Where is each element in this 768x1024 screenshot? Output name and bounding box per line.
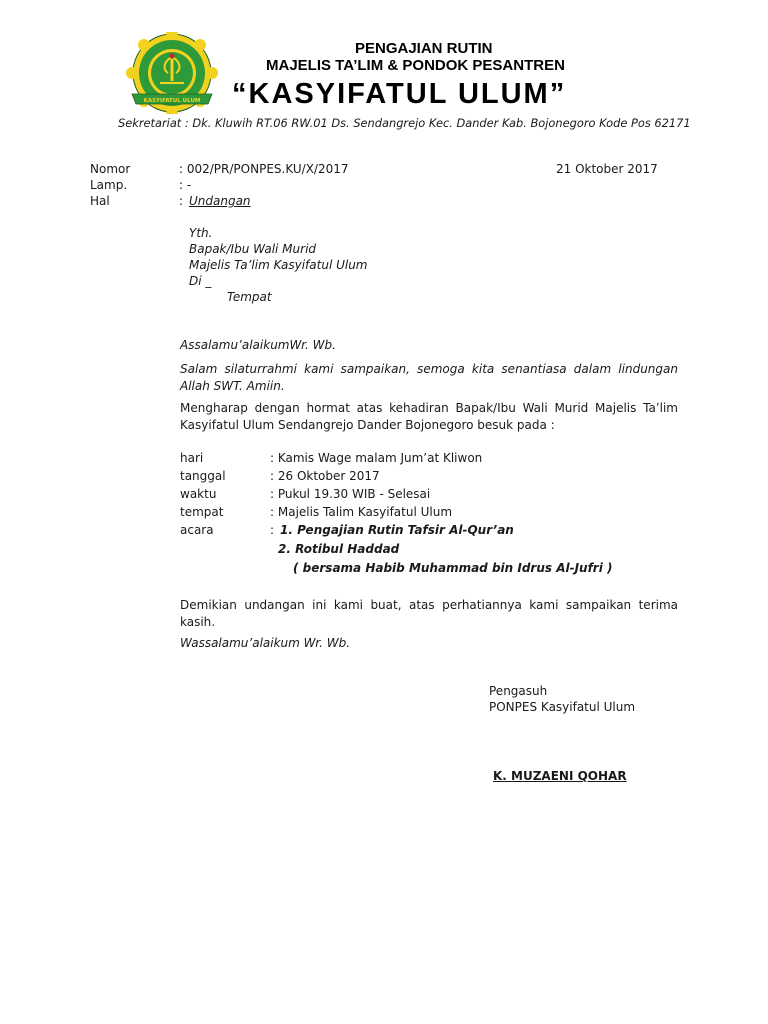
signature-role: Pengasuh: [489, 684, 548, 698]
logo-banner-text: KASYIFATUL ULUM: [143, 98, 201, 104]
recipient-yth: Yth.: [189, 226, 213, 240]
nomor-label: Nomor: [90, 162, 131, 176]
closing-paragraph: Demikian undangan ini kami buat, atas perhatiannya kami sampaikan terima kasih.: [180, 598, 678, 629]
tempat-label: tempat: [180, 505, 224, 519]
recipient-tempat: Tempat: [227, 290, 272, 304]
waktu-label: waktu: [180, 487, 217, 501]
hal-colon: :: [179, 194, 184, 208]
header-line2: MAJELIS TA’LIM & PONDOK PESANTREN: [266, 57, 565, 74]
signature-name: K. MUZAENI QOHAR: [493, 769, 627, 783]
acara-item-2: 2. Rotibul Haddad: [278, 542, 400, 556]
recipient-line2: Majelis Ta’lim Kasyifatul Ulum: [189, 258, 368, 272]
intro-paragraph: Mengharap dengan hormat atas kehadiran Bapak/Ibu Wali Murid Majelis Ta’lim Kasyifatul Ulum Sendangrejo Dander Bojonegoro besuk pada :: [180, 401, 678, 432]
acara-note: ( bersama Habib Muhammad bin Idrus Al-Jufri ): [293, 561, 613, 575]
header-title: “KASYIFATUL ULUM”: [232, 78, 567, 110]
header-line1: PENGAJIAN RUTIN: [355, 40, 493, 57]
nomor-value: : 002/PR/PONPES.KU/X/2017: [179, 162, 349, 176]
acara-colon: :: [270, 523, 275, 537]
waktu-value: : Pukul 19.30 WIB - Selesai: [270, 487, 431, 501]
recipient-line1: Bapak/Ibu Wali Murid: [189, 242, 317, 256]
salam-paragraph: Salam silaturrahmi kami sampaikan, semoga kita senantiasa dalam lindungan Allah SWT. Amiin.: [180, 362, 678, 393]
hari-label: hari: [180, 451, 204, 465]
acara-label: acara: [180, 523, 214, 537]
tanggal-value: : 26 Oktober 2017: [270, 469, 380, 483]
letter-date: 21 Oktober 2017: [556, 162, 658, 176]
lamp-label: Lamp.: [90, 178, 128, 192]
greeting: Assalamu’alaikumWr. Wb.: [180, 338, 336, 352]
signature-org: PONPES Kasyifatul Ulum: [489, 700, 636, 714]
acara-item-1: 1. Pengajian Rutin Tafsir Al-Qur’an: [280, 523, 514, 537]
hal-value: Undangan: [189, 194, 251, 208]
pesantren-logo: [120, 32, 230, 114]
tanggal-label: tanggal: [180, 469, 226, 483]
recipient-di: Di _: [189, 274, 212, 288]
tempat-value: : Majelis Talim Kasyifatul Ulum: [270, 505, 453, 519]
hari-value: : Kamis Wage malam Jum’at Kliwon: [270, 451, 483, 465]
lamp-value: : -: [179, 178, 192, 192]
farewell: Wassalamu’alaikum Wr. Wb.: [180, 636, 351, 650]
hal-label: Hal: [90, 194, 110, 208]
header-address: Sekretariat : Dk. Kluwih RT.06 RW.01 Ds. Sendangrejo Kec. Dander Kab. Bojonegoro Kode Pos 62171: [118, 116, 691, 130]
